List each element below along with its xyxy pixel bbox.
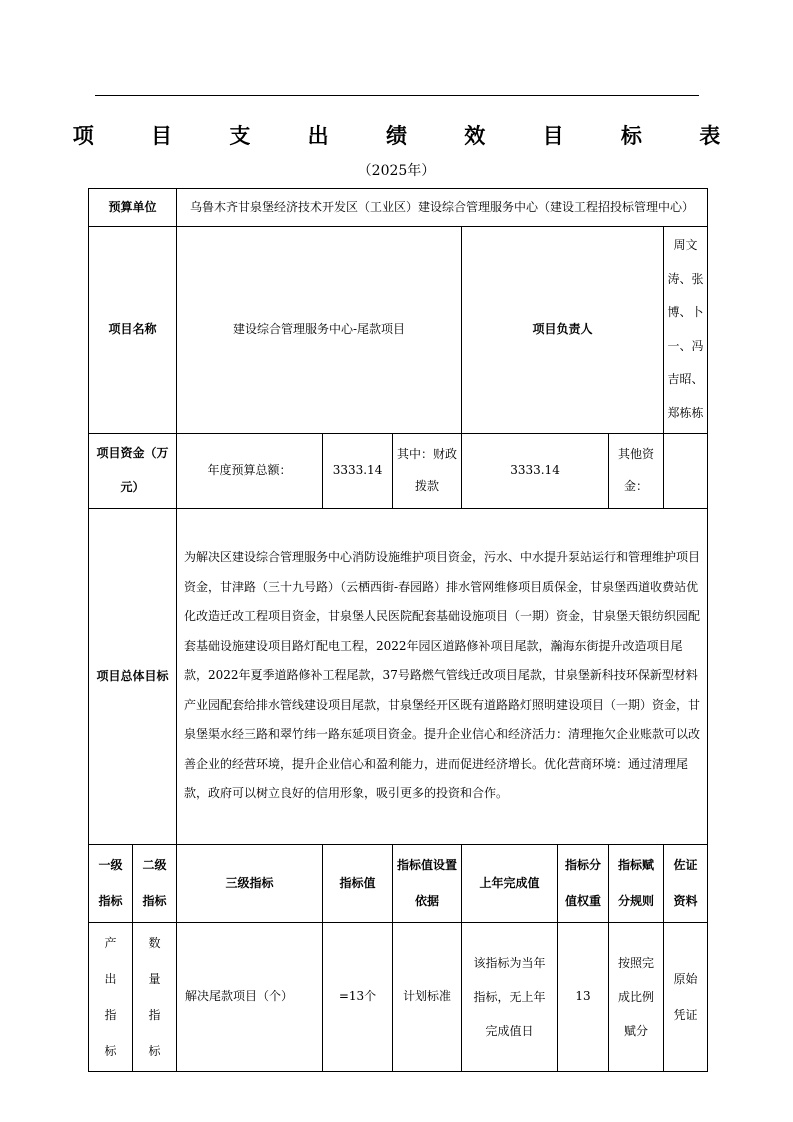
weight-cell: 13 (558, 922, 609, 1071)
budget-unit-label: 预算单位 (89, 189, 177, 227)
level1-header: 一级指标 (89, 844, 133, 922)
budget-unit-row (89, 189, 708, 227)
project-name-row (89, 227, 708, 434)
weight-header: 指标分值权重 (558, 844, 609, 922)
project-name-label: 项目名称 (89, 227, 177, 434)
level3-header: 三级指标 (177, 844, 323, 922)
last-year-cell: 该指标为当年指标，无上年完成值日 (462, 922, 558, 1071)
last-year-header: 上年完成值 (462, 844, 558, 922)
project-name-value: 建设综合管理服务中心-尾款项目 (177, 227, 462, 434)
budget-unit-value: 乌鲁木齐甘泉堡经济技术开发区（工业区）建设综合管理服务中心（建设工程招投标管理中心） (177, 189, 708, 227)
project-funds-label: 项目资金（万元） (89, 433, 177, 508)
indicator-header-row (89, 844, 708, 922)
evidence-header: 佐证资料 (664, 844, 708, 922)
other-funds-label: 其他资金： (609, 433, 664, 508)
level1-cell: 产出指标 (89, 922, 133, 1071)
value-header: 指标值 (323, 844, 393, 922)
annual-budget-value: 3333.14 (323, 433, 393, 508)
evidence-cell: 原始凭证 (664, 922, 708, 1071)
performance-table (88, 188, 708, 1072)
basis-cell: 计划标准 (393, 922, 462, 1071)
page-title: 项 目 支 出 绩 效 目 标 表 (72, 124, 746, 148)
project-funds-row (89, 433, 708, 508)
value-cell: =13个 (323, 922, 393, 1071)
level2-cell: 数量指标 (133, 922, 177, 1071)
level2-header: 二级指标 (133, 844, 177, 922)
year-label: （2025年） (357, 163, 436, 179)
project-leader-label: 项目负责人 (462, 227, 664, 434)
fiscal-value: 3333.14 (462, 433, 609, 508)
other-funds-value (664, 433, 708, 508)
table-row (89, 922, 708, 1071)
rule-cell: 按照完成比例赋分 (609, 922, 664, 1071)
header-rule (95, 95, 699, 96)
basis-header: 指标值设置依据 (393, 844, 462, 922)
overall-goal-row (89, 508, 708, 844)
project-leader-value: 周文涛、张博、卜一、冯吉昭、郑栋栋 (664, 227, 708, 434)
annual-budget-label: 年度预算总额： (177, 433, 323, 508)
overall-goal-label: 项目总体目标 (89, 508, 177, 844)
level3-cell: 解决尾款项目（个） (177, 922, 323, 1071)
rule-header: 指标赋分规则 (609, 844, 664, 922)
fiscal-label: 其中：财政拨款 (393, 433, 462, 508)
overall-goal-text: 为解决区建设综合管理服务中心消防设施维护项目资金，污水、中水提升泵站运行和管理维护项目资金，甘津路（三十九号路）（云栖西街-春园路）排水管网维修项目质保金，甘泉堡西道收费站优化改造迁改工程项目资金，甘泉堡人民医院配套基础设施项目（一期）资金，甘泉堡天银纺织园配套基础设施建设项目路灯配电工程，2022年园区道路修补项目尾款，瀚海东街提升改造项目尾款，2022年夏季道路修补工程尾款，37号路燃气管线迁改项目尾款，甘泉堡新科技环保新型材料产业园配套给排水管线建设项目尾款，甘泉堡经开区既有道路路灯照明建设项目（一期）资金，甘泉堡渠水经三路和翠竹纬一路东延项目资金。提升企业信心和经济活力：清理拖欠企业账款可以改善企业的经营环境，提升企业信心和盈利能力，进而促进经济增长。优化营商环境：通过清理尾款，政府可以树立良好的信用形象，吸引更多的投资和合作。 (177, 508, 708, 844)
